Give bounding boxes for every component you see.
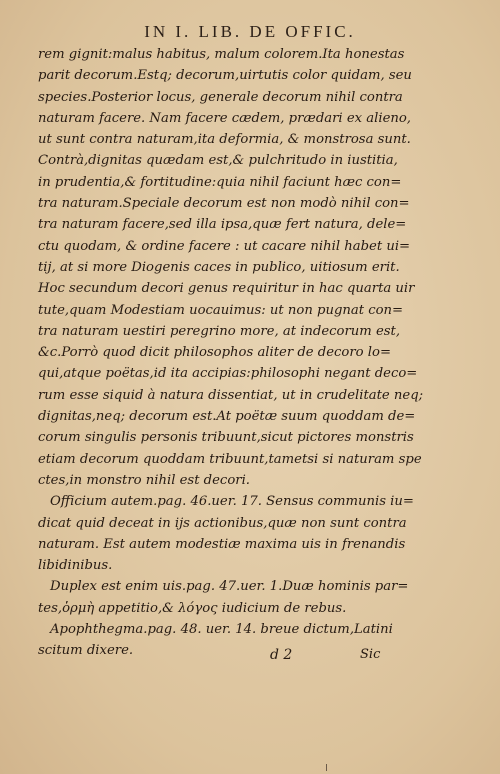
text-line: naturam. Est autem modestiæ maxima uis in frenandis bbox=[38, 536, 406, 552]
text-line: libidinibus. bbox=[38, 558, 113, 574]
text-line: in prudentia,& fortitudine:quia nihil faciunt hæc con= bbox=[38, 174, 402, 190]
signature-mark: d 2 bbox=[270, 647, 293, 663]
body-text bbox=[38, 44, 424, 662]
text-line: tra naturam.Speciale decorum est non modò nihil con= bbox=[38, 196, 410, 212]
text-line: qui,atque poëtas,id ita accipias:philosophi negant deco= bbox=[38, 366, 418, 382]
text-line: tes,ὁρμὴ appetitio,& λόγος iudicium de rebus. bbox=[38, 600, 347, 616]
text-line: tute,quam Modestiam uocauimus: ut non pugnat con= bbox=[38, 302, 404, 318]
paper-mark bbox=[326, 764, 327, 771]
text-line: rum esse siquid à natura dissentiat, ut in crudelitate neq; bbox=[38, 387, 424, 403]
text-line: species.Posterior locus, generale decorum nihil contra bbox=[38, 89, 403, 105]
text-line: dignitas,neq; decorum est.At poëtæ suum quoddam de= bbox=[38, 409, 416, 425]
text-line: naturam facere. Nam facere cædem, prædari ex alieno, bbox=[38, 110, 412, 126]
text-line: ctes,in monstro nihil est decori. bbox=[38, 472, 250, 488]
text-line: etiam decorum quoddam tribuunt,tametsi si naturam spe bbox=[38, 451, 422, 467]
text-line: Officium autem.pag. 46.uer. 17. Sensus communis iu= bbox=[50, 494, 414, 510]
text-line: Hoc secundum decori genus requiritur in hac quarta uir bbox=[38, 281, 415, 297]
text-line: tij, at si more Diogenis caces in publico, uitiosum erit. bbox=[38, 259, 400, 275]
text-line: scitum dixere. bbox=[38, 643, 134, 659]
catchword: Sic bbox=[360, 647, 381, 662]
text-line: tra naturam uestiri peregrino more, at indecorum est, bbox=[38, 323, 401, 339]
text-line: &c.Porrò quod dicit philosophos aliter de decoro lo= bbox=[38, 345, 391, 361]
text-line: Duplex est enim uis.pag. 47.uer. 1.Duæ hominis par= bbox=[50, 579, 409, 595]
text-line: corum singulis personis tribuunt,sicut pictores monstris bbox=[38, 430, 414, 446]
text-line: rem gignit:malus habitus, malum colorem.Ita honestas bbox=[38, 47, 405, 62]
text-line: dicat quid deceat in ijs actionibus,quæ non sunt contra bbox=[38, 515, 407, 531]
text-line: tra naturam facere,sed illa ipsa,quæ fert natura, dele= bbox=[38, 217, 407, 233]
running-header: IN I. LIB. DE OFFIC. bbox=[144, 22, 356, 41]
text-line: ctu quodam, & ordine facere : ut cacare nihil habet ui= bbox=[38, 238, 411, 254]
text-line: ut sunt contra naturam,ita deformia, & monstrosa sunt. bbox=[38, 132, 411, 148]
text-line: Apophthegma.pag. 48. uer. 14. breue dictum,Latini bbox=[50, 622, 393, 638]
text-line: Contrà,dignitas quædam est,& pulchritudo in iustitia, bbox=[38, 153, 398, 169]
text-line: parit decorum.Estq; decorum,uirtutis color quidam, seu bbox=[38, 68, 412, 84]
